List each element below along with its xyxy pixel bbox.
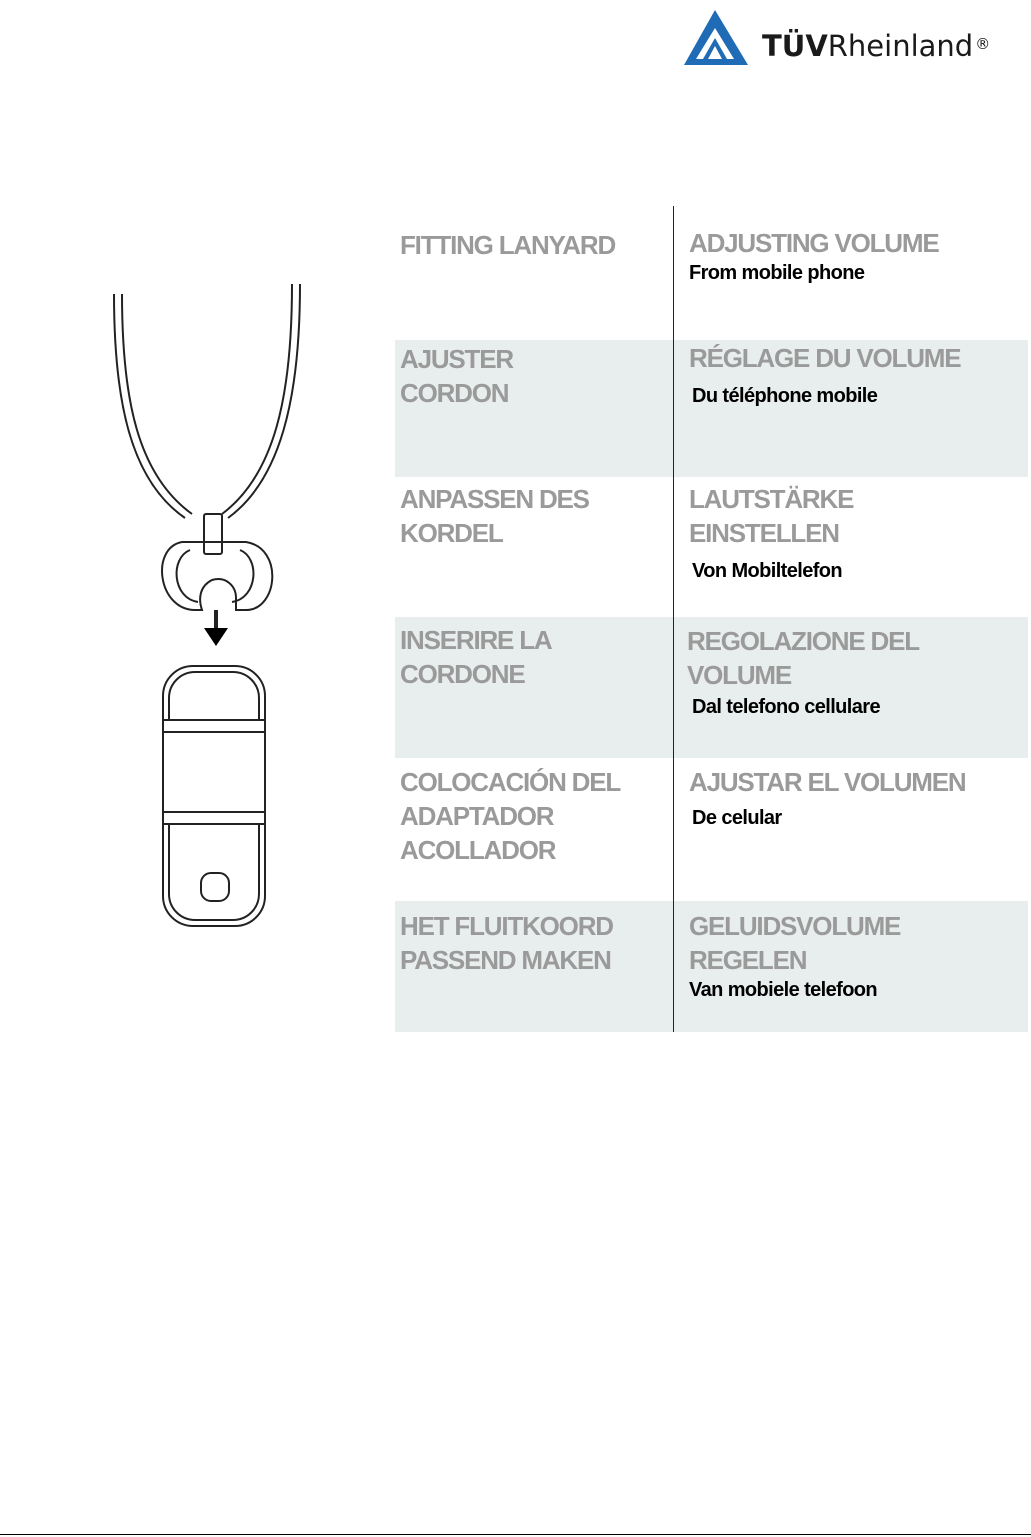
row-left-heading: HET FLUITKOORD PASSEND MAKEN: [400, 911, 613, 975]
table-row: [395, 477, 1028, 617]
row-subtext: Van mobiele telefoon: [689, 979, 878, 1001]
table-row: [395, 206, 1028, 340]
lanyard-fitting-diagram-icon: [100, 280, 340, 940]
row-subtext: Dal telefono cellulare: [692, 696, 880, 718]
row-right-heading: REGOLAZIONE DEL VOLUME: [687, 626, 919, 690]
row-left-heading: FITTING LANYARD: [400, 230, 616, 260]
triangle-logo-icon: [682, 8, 752, 68]
table-row: [395, 340, 1028, 477]
tuv-rheinland-logo: [682, 8, 1012, 68]
lanyard-illustration: [100, 280, 340, 940]
column-divider: [673, 206, 674, 1032]
table-row: [395, 617, 1028, 758]
row-subtext: De celular: [692, 807, 782, 829]
row-right-heading: GELUIDSVOLUME REGELEN: [689, 911, 901, 975]
registered-mark: ®: [975, 35, 991, 53]
row-right-heading: RÉGLAGE DU VOLUME: [689, 343, 961, 373]
table-row: [395, 901, 1028, 1032]
row-left-heading: INSERIRE LA CORDONE: [400, 625, 552, 689]
row-subtext: Von Mobiltelefon: [692, 560, 843, 582]
row-right-heading: AJUSTAR EL VOLUMEN: [689, 767, 966, 797]
row-left-heading: ANPASSEN DES KORDEL: [400, 484, 589, 548]
logo-brand-regular: Rheinland: [827, 29, 974, 63]
table-row: [395, 758, 1028, 901]
row-left-heading: AJUSTER CORDON: [400, 344, 513, 408]
footer-rule: [0, 1534, 1031, 1535]
logo-brand-bold: TÜV: [762, 29, 828, 63]
row-left-heading: COLOCACIÓN DEL ADAPTADOR ACOLLADOR: [400, 767, 621, 865]
row-subtext: From mobile phone: [689, 262, 865, 284]
row-subtext: Du téléphone mobile: [692, 385, 878, 407]
row-right-heading: LAUTSTÄRKE EINSTELLEN: [689, 484, 854, 548]
logo-wordmark: [762, 30, 990, 62]
row-right-heading: ADJUSTING VOLUME: [689, 228, 939, 258]
